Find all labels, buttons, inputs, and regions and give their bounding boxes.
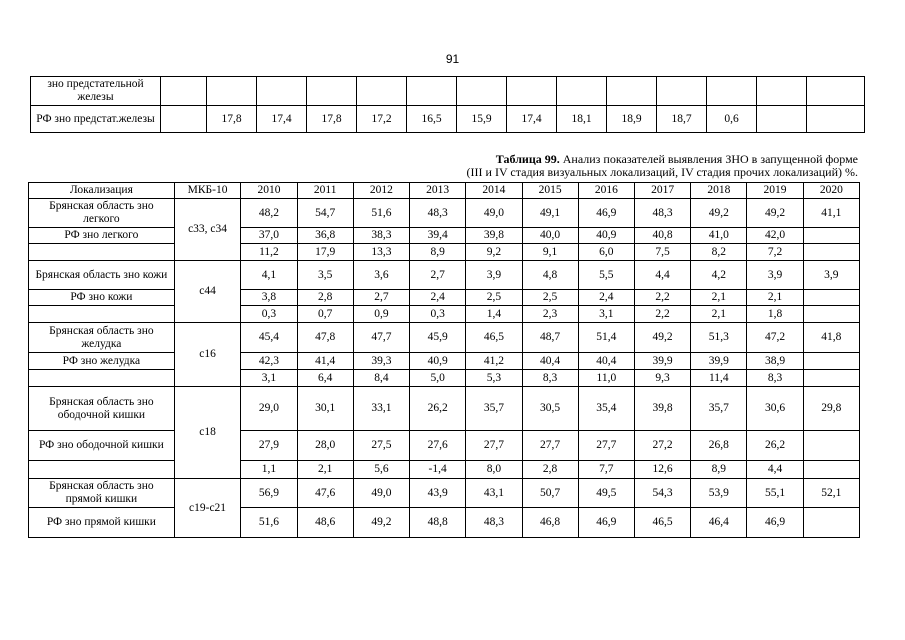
column-header: 2016: [578, 183, 634, 199]
icd-code-cell: с33, с34: [174, 199, 241, 261]
value-cell: 3,1: [578, 306, 634, 323]
value-cell: 47,7: [353, 323, 409, 353]
value-cell: 2,5: [522, 290, 578, 306]
value-cell: 2,7: [410, 261, 466, 290]
value-cell: 3,6: [353, 261, 409, 290]
row-label: РФ зно желудка: [29, 353, 175, 370]
value-cell: 41,0: [691, 228, 747, 244]
icd-code-cell: с16: [174, 323, 241, 387]
value-cell: 51,6: [241, 508, 297, 538]
value-cell: 8,3: [522, 370, 578, 387]
value-cell: 8,0: [466, 461, 522, 479]
value-cell: 8,4: [353, 370, 409, 387]
table-row: [29, 261, 860, 290]
value-cell: 40,4: [522, 353, 578, 370]
value-cell: 26,2: [747, 431, 803, 461]
table-row: [29, 228, 860, 244]
value-cell: 55,1: [747, 479, 803, 508]
value-cell: 4,2: [691, 261, 747, 290]
caption-line2: (III и IV стадия визуальных локализаций, IV стадия прочих локализаций) %.: [466, 165, 858, 179]
value-cell: 2,8: [522, 461, 578, 479]
value-cell: [803, 461, 859, 479]
value-cell: 27,9: [241, 431, 297, 461]
value-cell: 2,4: [410, 290, 466, 306]
value-cell: 8,2: [691, 244, 747, 261]
value-cell: 18,7: [657, 106, 707, 133]
value-cell: 17,8: [307, 106, 357, 133]
value-cell: [803, 370, 859, 387]
value-cell: 29,0: [241, 387, 297, 431]
value-cell: 0,6: [707, 106, 757, 133]
value-cell: 17,4: [507, 106, 557, 133]
value-cell: 9,3: [634, 370, 690, 387]
row-label: РФ зно предстат.железы: [31, 106, 161, 133]
column-header: 2011: [297, 183, 353, 199]
value-cell: 18,9: [607, 106, 657, 133]
value-cell: [803, 228, 859, 244]
value-cell: 27,6: [410, 431, 466, 461]
value-cell: 11,4: [691, 370, 747, 387]
value-cell: 2,1: [297, 461, 353, 479]
value-cell: 8,3: [747, 370, 803, 387]
value-cell: 5,6: [353, 461, 409, 479]
column-header: 2010: [241, 183, 297, 199]
column-header: Локализация: [29, 183, 175, 199]
column-header: 2019: [747, 183, 803, 199]
value-cell: 0,3: [410, 306, 466, 323]
column-header: 2012: [353, 183, 409, 199]
value-cell: 42,3: [241, 353, 297, 370]
value-cell: 18,1: [557, 106, 607, 133]
value-cell: 16,5: [407, 106, 457, 133]
value-cell: 51,6: [353, 199, 409, 228]
value-cell: 27,2: [634, 431, 690, 461]
column-header: 2017: [634, 183, 690, 199]
value-cell: 48,7: [522, 323, 578, 353]
value-cell: 56,9: [241, 479, 297, 508]
value-cell: 40,9: [578, 228, 634, 244]
value-cell: 39,3: [353, 353, 409, 370]
row-label: РФ зно ободочной кишки: [29, 431, 175, 461]
value-cell: 4,1: [241, 261, 297, 290]
value-cell: 35,7: [466, 387, 522, 431]
table-row: [29, 387, 860, 431]
value-cell: 48,3: [466, 508, 522, 538]
top-table-row-prostate: [31, 77, 865, 106]
value-cell: 39,9: [634, 353, 690, 370]
value-cell: 11,2: [241, 244, 297, 261]
value-cell: 12,6: [634, 461, 690, 479]
value-cell: 43,9: [410, 479, 466, 508]
value-cell: 3,8: [241, 290, 297, 306]
value-cell: 13,3: [353, 244, 409, 261]
value-cell: 3,9: [803, 261, 859, 290]
value-cell: 48,3: [634, 199, 690, 228]
value-cell: 49,5: [578, 479, 634, 508]
value-cell: 8,9: [410, 244, 466, 261]
value-cell: 40,9: [410, 353, 466, 370]
value-cell: 5,3: [466, 370, 522, 387]
value-cell: 6,4: [297, 370, 353, 387]
value-cell: [803, 431, 859, 461]
main-table: [28, 182, 860, 538]
value-cell: 39,4: [410, 228, 466, 244]
value-cell: 3,9: [466, 261, 522, 290]
value-cell: 0,7: [297, 306, 353, 323]
value-cell: 7,5: [634, 244, 690, 261]
value-cell: 47,8: [297, 323, 353, 353]
value-cell: 3,1: [241, 370, 297, 387]
value-cell: 2,1: [691, 290, 747, 306]
value-cell: [757, 106, 807, 133]
value-cell: 45,9: [410, 323, 466, 353]
value-cell: 41,2: [466, 353, 522, 370]
value-cell: 41,8: [803, 323, 859, 353]
value-cell: 46,9: [747, 508, 803, 538]
value-cell: 17,4: [257, 106, 307, 133]
value-cell: 41,1: [803, 199, 859, 228]
value-cell: 49,2: [747, 199, 803, 228]
icd-code-cell: с18: [174, 387, 241, 479]
value-cell: 39,8: [634, 387, 690, 431]
value-cell: 52,1: [803, 479, 859, 508]
value-cell: 2,4: [578, 290, 634, 306]
table-row: [29, 290, 860, 306]
column-header: 2018: [691, 183, 747, 199]
value-cell: 27,7: [522, 431, 578, 461]
row-label: [29, 306, 175, 323]
value-cell: 39,9: [691, 353, 747, 370]
value-cell: 45,4: [241, 323, 297, 353]
value-cell: 30,1: [297, 387, 353, 431]
row-label: Брянская область зно ободочной кишки: [29, 387, 175, 431]
value-cell: 51,4: [578, 323, 634, 353]
value-cell: 49,0: [353, 479, 409, 508]
table-row: [29, 479, 860, 508]
value-cell: 54,7: [297, 199, 353, 228]
value-cell: 46,5: [466, 323, 522, 353]
value-cell: 9,2: [466, 244, 522, 261]
value-cell: 35,4: [578, 387, 634, 431]
value-cell: 26,2: [410, 387, 466, 431]
value-cell: 17,2: [357, 106, 407, 133]
value-cell: 1,4: [466, 306, 522, 323]
value-cell: 6,0: [578, 244, 634, 261]
row-label: РФ зно кожи: [29, 290, 175, 306]
value-cell: [803, 290, 859, 306]
value-cell: 42,0: [747, 228, 803, 244]
value-cell: 46,5: [634, 508, 690, 538]
top-table: [30, 76, 865, 133]
row-label: Брянская область зно кожи: [29, 261, 175, 290]
value-cell: 40,4: [578, 353, 634, 370]
value-cell: 36,8: [297, 228, 353, 244]
value-cell: 4,4: [634, 261, 690, 290]
value-cell: 2,7: [353, 290, 409, 306]
value-cell: 8,9: [691, 461, 747, 479]
table-row: [29, 306, 860, 323]
table-row: [29, 431, 860, 461]
caption-title: Таблица 99.: [495, 152, 560, 166]
column-header: 2013: [410, 183, 466, 199]
value-cell: 53,9: [691, 479, 747, 508]
value-cell: 2,3: [522, 306, 578, 323]
value-cell: 41,4: [297, 353, 353, 370]
column-header: 2015: [522, 183, 578, 199]
value-cell: 48,2: [241, 199, 297, 228]
value-cell: 49,2: [353, 508, 409, 538]
value-cell: 2,8: [297, 290, 353, 306]
value-cell: 4,8: [522, 261, 578, 290]
value-cell: 1,1: [241, 461, 297, 479]
value-cell: 48,3: [410, 199, 466, 228]
value-cell: [807, 106, 865, 133]
value-cell: 49,2: [634, 323, 690, 353]
row-label: [29, 370, 175, 387]
value-cell: 5,5: [578, 261, 634, 290]
row-label: РФ зно прямой кишки: [29, 508, 175, 538]
row-label: Брянская область зно прямой кишки: [29, 479, 175, 508]
value-cell: 39,8: [466, 228, 522, 244]
value-cell: 27,7: [578, 431, 634, 461]
value-cell: 29,8: [803, 387, 859, 431]
value-cell: 11,0: [578, 370, 634, 387]
value-cell: 30,5: [522, 387, 578, 431]
value-cell: 15,9: [457, 106, 507, 133]
value-cell: 2,5: [466, 290, 522, 306]
table-row: [29, 353, 860, 370]
value-cell: 7,2: [747, 244, 803, 261]
value-cell: 46,9: [578, 508, 634, 538]
value-cell: 7,7: [578, 461, 634, 479]
value-cell: 3,9: [747, 261, 803, 290]
column-header: 2020: [803, 183, 859, 199]
value-cell: [803, 353, 859, 370]
value-cell: 46,9: [578, 199, 634, 228]
icd-code-cell: с19-с21: [174, 479, 241, 538]
value-cell: 5,0: [410, 370, 466, 387]
value-cell: 30,6: [747, 387, 803, 431]
value-cell: 27,5: [353, 431, 409, 461]
value-cell: 35,7: [691, 387, 747, 431]
value-cell: 2,2: [634, 306, 690, 323]
value-cell: 2,1: [747, 290, 803, 306]
value-cell: 17,8: [207, 106, 257, 133]
value-cell: 26,8: [691, 431, 747, 461]
column-header: 2014: [466, 183, 522, 199]
value-cell: 49,0: [466, 199, 522, 228]
table-row: [29, 461, 860, 479]
value-cell: 46,4: [691, 508, 747, 538]
value-cell: 47,6: [297, 479, 353, 508]
value-cell: [803, 306, 859, 323]
value-cell: 48,6: [297, 508, 353, 538]
value-cell: 46,8: [522, 508, 578, 538]
row-label: [29, 244, 175, 261]
column-header: МКБ-10: [174, 183, 241, 199]
value-cell: [803, 244, 859, 261]
table-row: [29, 508, 860, 538]
top-table-row-rf-prostate: [31, 106, 865, 133]
table-row: [29, 244, 860, 261]
icd-code-cell: с44: [174, 261, 241, 323]
value-cell: 2,2: [634, 290, 690, 306]
value-cell: 9,1: [522, 244, 578, 261]
header-row: [29, 183, 860, 199]
value-cell: 48,8: [410, 508, 466, 538]
value-cell: 28,0: [297, 431, 353, 461]
table-row: [29, 370, 860, 387]
value-cell: -1,4: [410, 461, 466, 479]
table-row: [29, 323, 860, 353]
value-cell: 3,5: [297, 261, 353, 290]
value-cell: 0,3: [241, 306, 297, 323]
value-cell: 33,1: [353, 387, 409, 431]
value-cell: 17,9: [297, 244, 353, 261]
value-cell: 38,3: [353, 228, 409, 244]
row-label: Брянская область зно желудка: [29, 323, 175, 353]
row-label: Брянская область зно легкого: [29, 199, 175, 228]
row-label: зно предстательной железы: [31, 77, 161, 106]
value-cell: 40,8: [634, 228, 690, 244]
value-cell: 38,9: [747, 353, 803, 370]
value-cell: 40,0: [522, 228, 578, 244]
table-row: [29, 199, 860, 228]
table-caption: [380, 153, 858, 179]
value-cell: 47,2: [747, 323, 803, 353]
value-cell: 0,9: [353, 306, 409, 323]
value-cell: 4,4: [747, 461, 803, 479]
row-label: РФ зно легкого: [29, 228, 175, 244]
value-cell: 1,8: [747, 306, 803, 323]
row-label: [29, 461, 175, 479]
value-cell: 50,7: [522, 479, 578, 508]
value-cell: 49,2: [691, 199, 747, 228]
value-cell: 54,3: [634, 479, 690, 508]
caption-line1: Анализ показателей выявления ЗНО в запущенной форме: [559, 152, 858, 166]
value-cell: 43,1: [466, 479, 522, 508]
value-cell: 27,7: [466, 431, 522, 461]
value-cell: [803, 508, 859, 538]
value-cell: 49,1: [522, 199, 578, 228]
value-cell: 2,1: [691, 306, 747, 323]
value-cell: 51,3: [691, 323, 747, 353]
value-cell: 37,0: [241, 228, 297, 244]
page-number: 91: [445, 52, 460, 66]
